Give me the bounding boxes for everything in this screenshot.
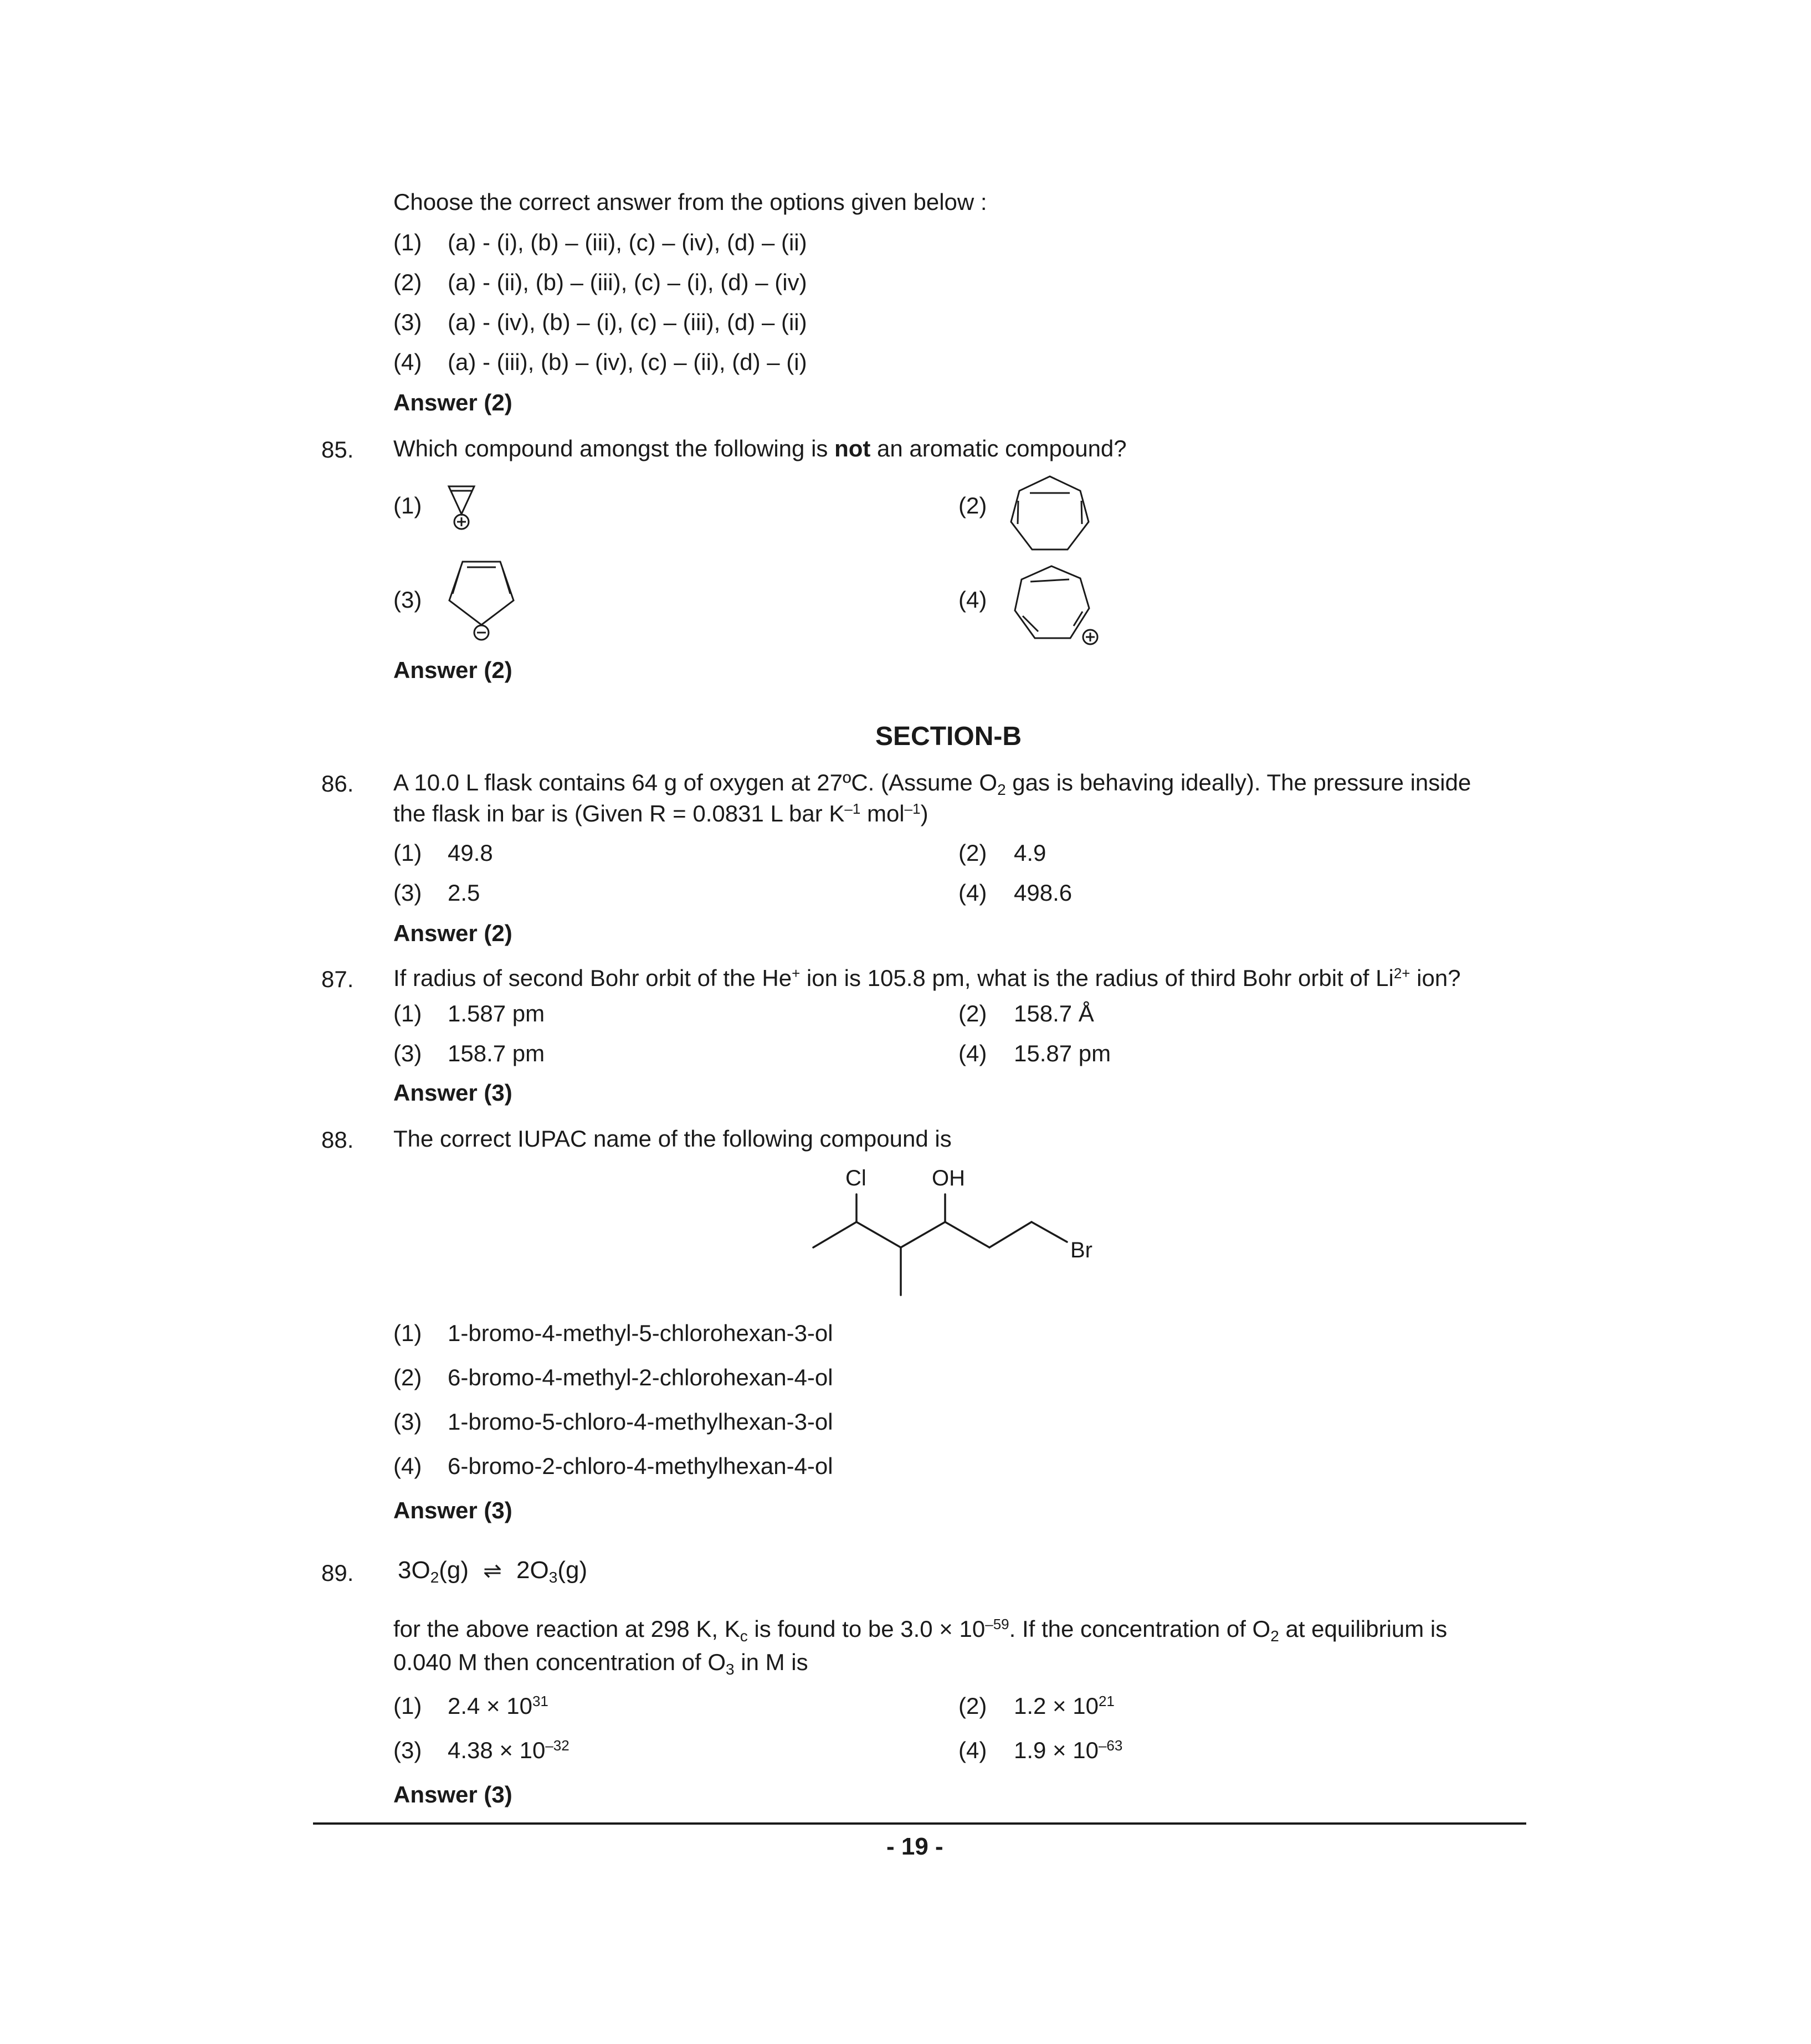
q85-label-4: (4) — [958, 587, 987, 613]
q86-option-2-num: (2) — [958, 840, 987, 866]
q87-answer: Answer (3) — [393, 1080, 512, 1106]
q88-option-1-num: (1) — [393, 1320, 422, 1346]
q88-option-1-text: 1-bromo-4-methyl-5-chlorohexan-3-ol — [448, 1320, 833, 1346]
q85-label-3: (3) — [393, 587, 422, 613]
q89-number: 89. — [321, 1560, 354, 1586]
q87-option-2-num: (2) — [958, 1000, 987, 1026]
prev-answer: Answer (2) — [393, 389, 512, 415]
cycloheptatriene-structure — [1005, 471, 1094, 559]
q87-option-1-num: (1) — [393, 1000, 422, 1026]
q89-answer: Answer (3) — [393, 1781, 512, 1807]
q89-option-1-text: $2.4 \times 10^{31}$ — [448, 1693, 548, 1719]
q87-option-1-text: 1.587 pm — [448, 1000, 545, 1026]
q85-label-2: (2) — [958, 492, 987, 518]
page-number: - 19 - — [886, 1833, 943, 1860]
q88-option-2-text: 6-bromo-4-methyl-2-chlorohexan-4-ol — [448, 1364, 833, 1390]
prev-option-2-num: (2) — [393, 269, 422, 295]
q89-option-2-num: (2) — [958, 1693, 987, 1719]
q89-option-4-num: (4) — [958, 1737, 987, 1763]
q85-question: Which compound amongst the following is not an aromatic compound? — [393, 435, 1127, 461]
q88-option-3-num: (3) — [393, 1409, 422, 1435]
prev-option-4-num: (4) — [393, 349, 422, 375]
chlorine-atom-label: Cl — [845, 1166, 866, 1190]
q86-answer: Answer (2) — [393, 920, 512, 946]
tropylium-cation-structure — [1008, 559, 1108, 656]
q88-option-2-num: (2) — [393, 1364, 422, 1390]
prev-option-1-text: (a) - (i), (b) – (iii), (c) – (iv), (d) – (ii) — [448, 229, 807, 255]
prev-option-1-num: (1) — [393, 229, 422, 255]
q89-option-4-text: $1.9 \times 10^{-63}$ — [1014, 1737, 1123, 1763]
prev-option-3-num: (3) — [393, 309, 422, 335]
prev-instruction: Choose the correct answer from the options given below : — [393, 189, 987, 215]
q89-option-3-text: $4.38 \times 10^{-32}$ — [448, 1737, 570, 1763]
q88-answer: Answer (3) — [393, 1497, 512, 1523]
hydroxyl-group-label: OH — [932, 1166, 965, 1190]
q86-number: 86. — [321, 771, 354, 797]
q88-option-4-num: (4) — [393, 1453, 422, 1479]
q87-question: If radius of second Bohr orbit of the He+ ion is 105.8 pm, what is the radius of third Bohr orbit of $Li^{2+}$ ion? — [393, 965, 1461, 991]
q89-question-line1: for the above reaction at 298 K, $K_c$ is found to be $3.0 \times 10^{-59}$. If the concentration of $O_2$ at equilibrium is — [393, 1616, 1448, 1645]
q86-question-line1: A 10.0 L flask contains 64 g of oxygen at 27ºC. (Assume $O_2$ gas is behaving ideally). The pressure inside — [393, 769, 1471, 798]
q88-skeletal-structure — [803, 1158, 1114, 1313]
q88-number: 88. — [321, 1127, 354, 1153]
cyclopentadienyl-anion-structure — [440, 554, 524, 648]
q89-option-1-num: (1) — [393, 1693, 422, 1719]
q86-option-3-num: (3) — [393, 880, 422, 906]
cyclopropenyl-cation-structure — [443, 482, 482, 537]
q87-option-2-text: 158.7 Å — [1014, 1000, 1094, 1026]
q86-option-1-text: 49.8 — [448, 840, 493, 866]
q87-number: 87. — [321, 966, 354, 992]
q85-answer: Answer (2) — [393, 657, 512, 683]
q89-question-line2: 0.040 M then concentration of $O_3$ in M is — [393, 1649, 808, 1678]
q85-number: 85. — [321, 436, 354, 463]
prev-option-3-text: (a) - (iv), (b) – (i), (c) – (iii), (d) – (ii) — [448, 309, 807, 335]
q85-label-1: (1) — [393, 492, 422, 518]
section-b-heading: SECTION-B — [875, 722, 1022, 751]
q88-option-3-text: 1-bromo-5-chloro-4-methylhexan-3-ol — [448, 1409, 833, 1435]
q86-option-4-num: (4) — [958, 880, 987, 906]
footer-divider — [313, 1822, 1526, 1825]
q86-option-4-text: 498.6 — [1014, 880, 1073, 906]
q86-option-1-num: (1) — [393, 840, 422, 866]
q86-question-line2: the flask in bar is (Given R = 0.0831 L bar $K^{-1}$ mol$^{-1}$) — [393, 800, 928, 826]
q89-equation: $3O_2(g)$ ⇌ $2O_3(g)$ — [398, 1557, 588, 1586]
equilibrium-arrow-icon: ⇌ — [483, 1559, 502, 1583]
bromine-atom-label: Br — [1070, 1238, 1092, 1262]
q86-option-2-text: 4.9 — [1014, 840, 1046, 866]
q89-option-3-num: (3) — [393, 1737, 422, 1763]
q87-option-3-text: 158.7 pm — [448, 1040, 545, 1066]
q86-option-3-text: 2.5 — [448, 880, 480, 906]
q89-option-2-text: $1.2 \times 10^{21}$ — [1014, 1693, 1115, 1719]
prev-option-2-text: (a) - (ii), (b) – (iii), (c) – (i), (d) – (iv) — [448, 269, 807, 295]
q88-option-4-text: 6-bromo-2-chloro-4-methylhexan-4-ol — [448, 1453, 833, 1479]
prev-option-4-text: (a) - (iii), (b) – (iv), (c) – (ii), (d) – (i) — [448, 349, 807, 375]
q87-option-4-text: 15.87 pm — [1014, 1040, 1111, 1066]
q87-option-4-num: (4) — [958, 1040, 987, 1066]
q88-question: The correct IUPAC name of the following compound is — [393, 1126, 952, 1152]
q87-option-3-num: (3) — [393, 1040, 422, 1066]
